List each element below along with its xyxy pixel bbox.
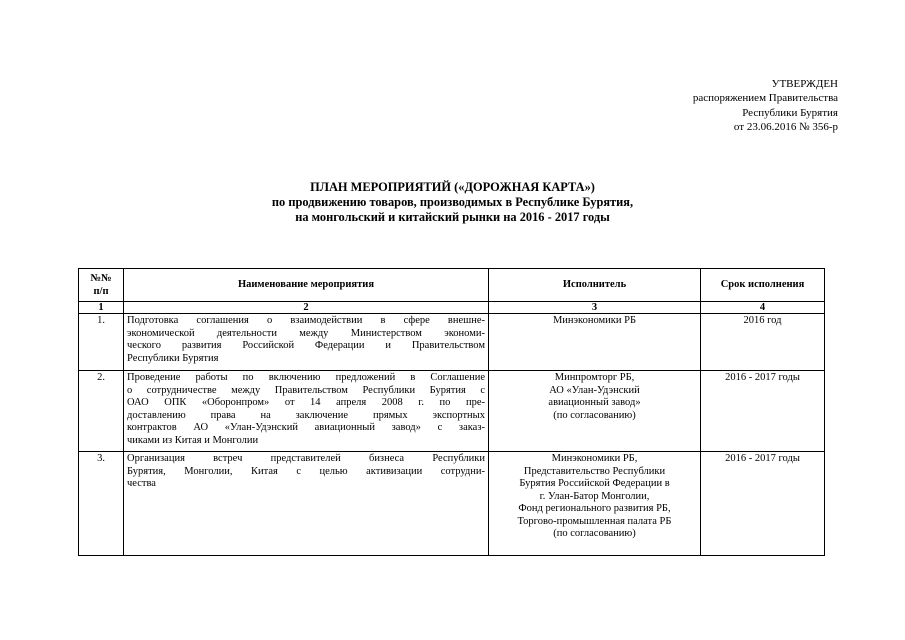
- table-row: [79, 314, 825, 371]
- event-name: [124, 371, 489, 452]
- executor-line: (по согласованию): [553, 528, 636, 539]
- event-name-line: контрактов АО «Улан-Удэнский авиационный завод» с заказ-: [127, 422, 485, 433]
- column-number-2: 2: [124, 302, 489, 314]
- event-name-line: Проведение работы по включению предложений в Соглашение: [127, 372, 485, 383]
- column-number-1: 1: [79, 302, 124, 314]
- executor-line: Минэкономики РБ,: [551, 453, 638, 464]
- title-line-3: на монгольский и китайский рынки на 2016 - 2017 годы: [295, 210, 610, 224]
- column-number-4: 4: [701, 302, 825, 314]
- title-line-1: ПЛАН МЕРОПРИЯТИЙ («ДОРОЖНАЯ КАРТА»): [310, 180, 595, 194]
- title-line-2: по продвижению товаров, производимых в Республике Бурятия,: [271, 195, 634, 209]
- header-num: [79, 269, 124, 302]
- executor-line: Представительство Республики: [523, 465, 666, 477]
- event-name-line: Организация встреч представителей бизнеса Республики: [127, 453, 485, 464]
- column-numbers-row: [79, 302, 825, 314]
- executor: [489, 371, 701, 452]
- approval-stamp: [693, 77, 838, 134]
- executor-line: Торгово-промышленная палата РБ: [517, 515, 672, 527]
- approval-line-4: от 23.06.2016 № 356-р: [733, 120, 838, 133]
- event-name-line: Бурятия, Монголии, Китая с целью активизации сотрудни-: [127, 465, 485, 477]
- header-name: Наименование мероприятия: [124, 269, 489, 302]
- executor-line: Бурятия Российской Федерации в: [519, 478, 670, 489]
- column-number-3: 3: [489, 302, 701, 314]
- approval-line-2: распоряжением Правительства: [692, 92, 838, 105]
- header-num-line-2: п/п: [93, 285, 109, 297]
- event-name-line: ОАО ОПК «Оборонпром» от 14 апреля 2008 г. по пре-: [127, 397, 485, 408]
- plan-table: [78, 268, 825, 556]
- executor-line: АО «Улан-Удэнский: [549, 384, 640, 396]
- deadline: 2016 год: [701, 314, 825, 371]
- approval-line-3: Республики Бурятия: [742, 106, 838, 119]
- executor-line: Фонд регионального развития РБ,: [518, 503, 671, 514]
- executor-line: г. Улан-Батор Монголии,: [539, 490, 650, 502]
- header-deadline: Срок исполнения: [701, 269, 825, 302]
- row-number: 1.: [79, 314, 124, 371]
- executor-line: Минпромторг РБ,: [554, 372, 635, 383]
- event-name-line: о сотрудничестве между Правительством Республики Бурятия с: [127, 384, 485, 396]
- table-header-row: [79, 269, 825, 302]
- executor: [489, 452, 701, 556]
- deadline: 2016 - 2017 годы: [701, 371, 825, 452]
- table-row: [79, 371, 825, 452]
- approval-line-1: УТВЕРЖДЕН: [771, 78, 838, 90]
- event-name-line: Подготовка соглашения о взаимодействии в сфере внешне-: [127, 315, 485, 326]
- event-name-line: доставлению права на заключение прямых экспортных: [127, 409, 485, 421]
- header-num-line-1: №№: [90, 273, 112, 284]
- event-name-line: экономической деятельности между Министерством экономи-: [127, 327, 485, 339]
- event-name-line: чиками из Китая и Монголии: [127, 434, 259, 446]
- event-name-line: Республики Бурятия: [127, 352, 219, 364]
- document-title: [0, 180, 905, 225]
- table-row: [79, 452, 825, 556]
- row-number: 2.: [79, 371, 124, 452]
- event-name: [124, 452, 489, 556]
- event-name-line: чества: [127, 478, 156, 489]
- header-executor: Исполнитель: [489, 269, 701, 302]
- executor-line: авиационный завод»: [548, 397, 641, 408]
- executor-line: Минэкономики РБ: [552, 315, 637, 326]
- row-number: 3.: [79, 452, 124, 556]
- event-name: [124, 314, 489, 371]
- executor: [489, 314, 701, 371]
- executor-line: (по согласованию): [553, 409, 636, 421]
- event-name-line: ческого развития Российской Федерации и Правительством: [127, 340, 485, 351]
- deadline: 2016 - 2017 годы: [701, 452, 825, 556]
